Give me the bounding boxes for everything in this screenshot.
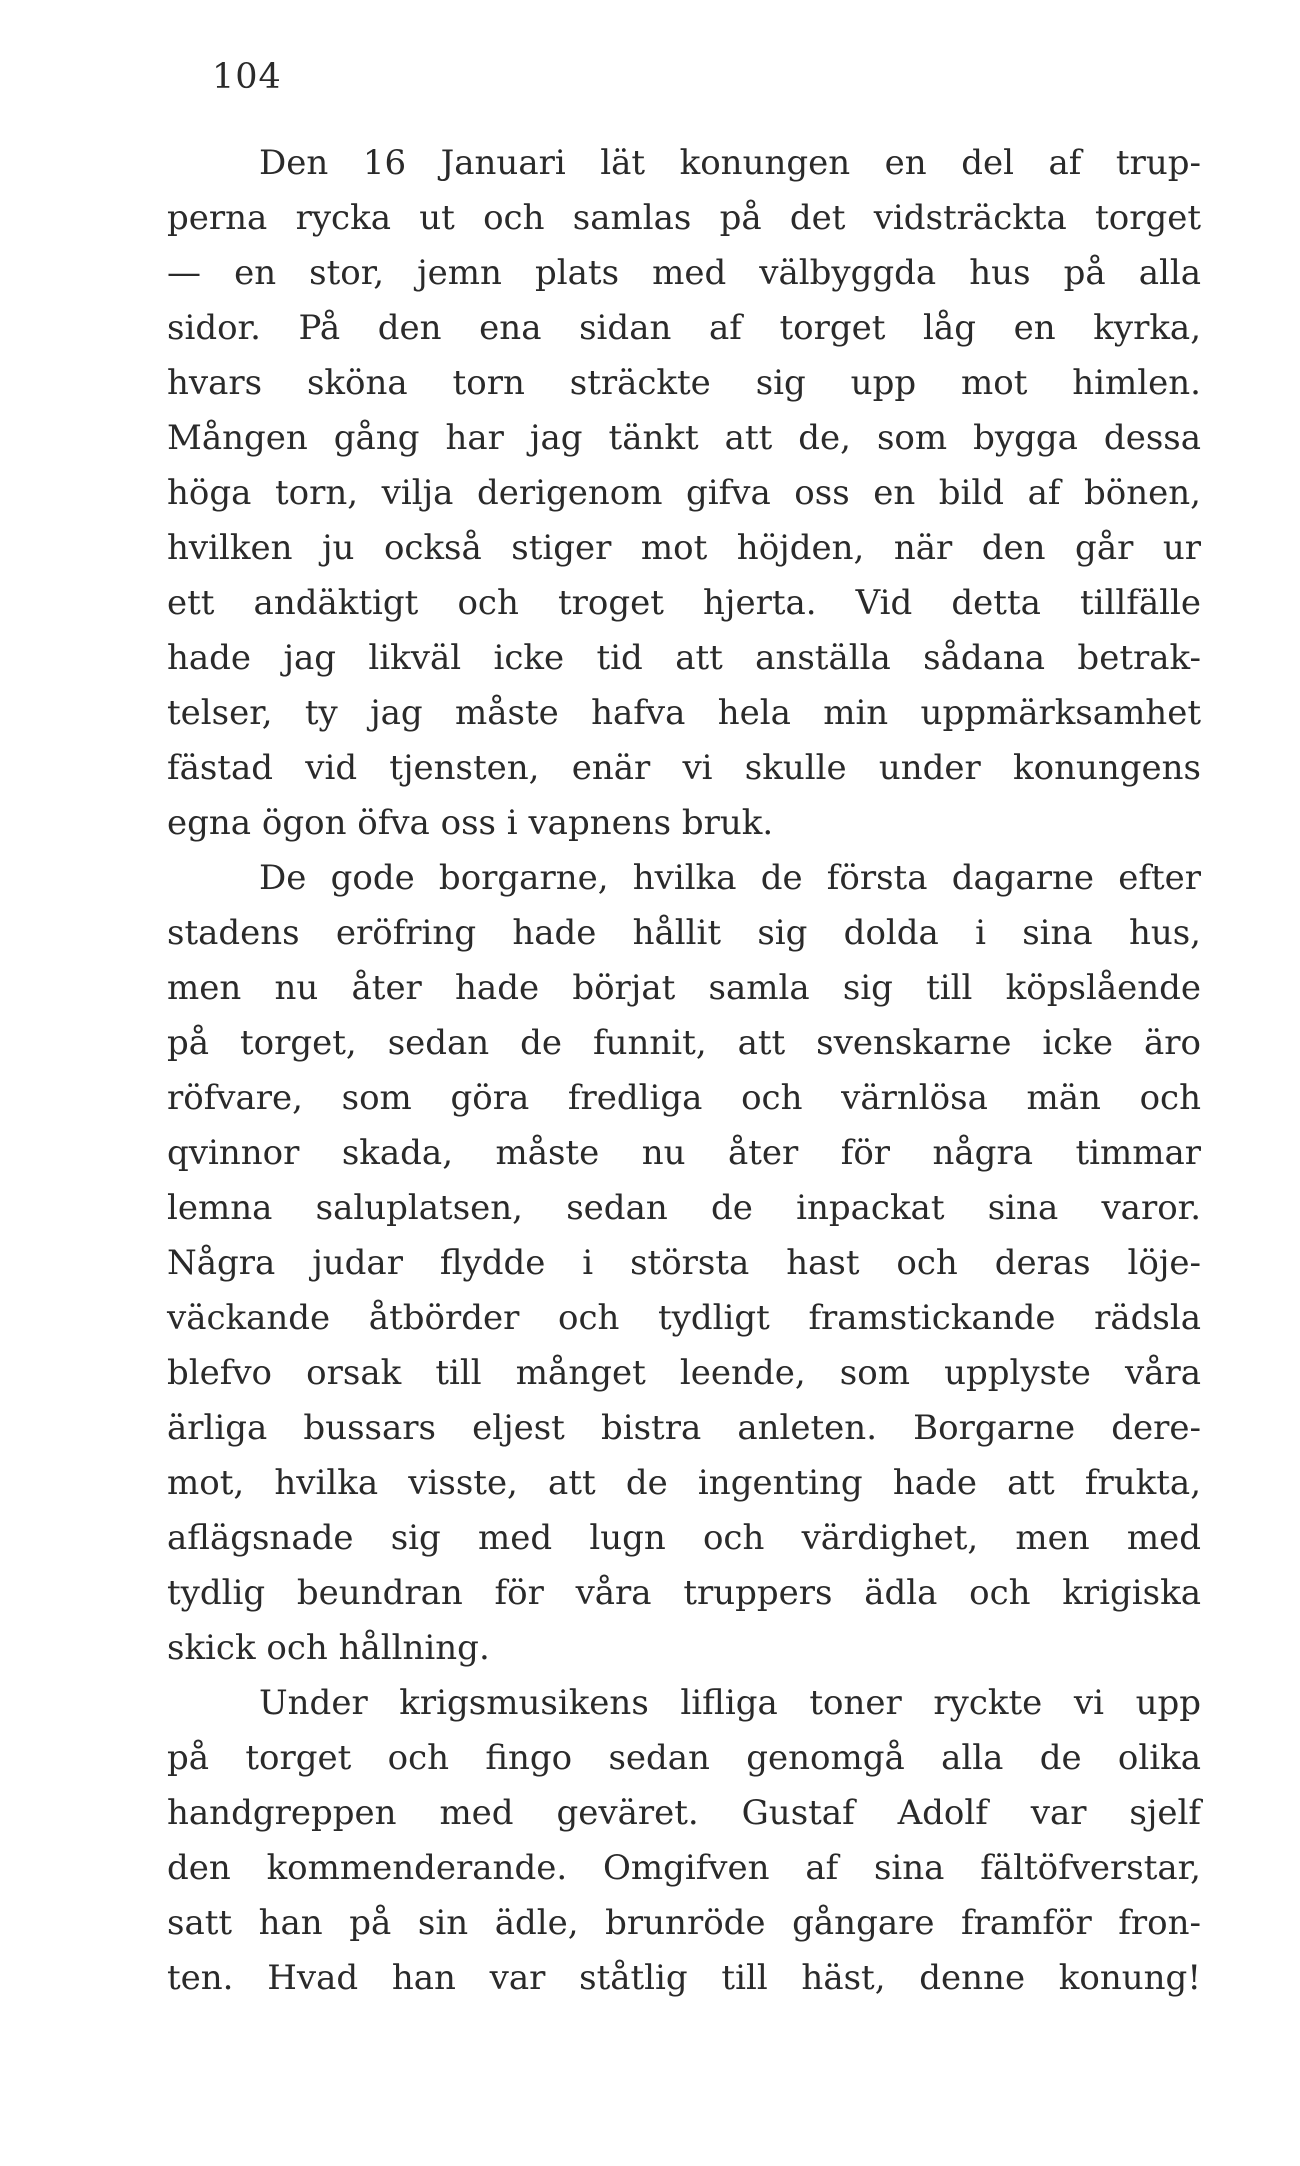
text-line: aflägsnade sig med lugn och värdighet, men med [167, 1518, 1201, 1558]
text-line: stadens eröfring hade hållit sig dolda i sina hus, [167, 913, 1201, 953]
text-line: — en stor, jemn plats med välbyggda hus på alla [167, 253, 1201, 293]
text-line: fästad vid tjensten, enär vi skulle under konungens [167, 748, 1201, 788]
text-line: qvinnor skada, måste nu åter för några timmar [167, 1133, 1201, 1173]
body-text [167, 136, 1201, 2006]
text-line: telser, ty jag måste hafva hela min uppmärksamhet [167, 693, 1201, 733]
text-line: Under krigsmusikens lifliga toner ryckte vi upp [259, 1683, 1201, 1723]
text-line: Mången gång har jag tänkt att de, som bygga dessa [167, 418, 1201, 458]
text-line: hade jag likväl icke tid att anställa sådana betrak- [167, 638, 1201, 678]
text-line: hvars sköna torn sträckte sig upp mot himlen. [167, 363, 1201, 403]
text-line: ärliga bussars eljest bistra anleten. Borgarne dere- [167, 1408, 1201, 1448]
text-line: ten. Hvad han var ståtlig till häst, denne konung! [167, 1958, 1201, 1998]
text-line: ett andäktigt och troget hjerta. Vid detta tillfälle [167, 583, 1201, 623]
page-number: 104 [212, 57, 282, 97]
text-line: väckande åtbörder och tydligt framstickande rädsla [167, 1298, 1201, 1338]
text-line: den kommenderande. Omgifven af sina fältöfverstar, [167, 1848, 1201, 1888]
text-line: höga torn, vilja derigenom gifva oss en bild af bönen, [167, 473, 1201, 513]
text-line: handgreppen med geväret. Gustaf Adolf var sjelf [167, 1793, 1201, 1833]
text-line: hvilken ju också stiger mot höjden, när den går ur [167, 528, 1201, 568]
text-line: skick och hållning. [167, 1628, 490, 1668]
paragraph-2 [167, 851, 1201, 1676]
text-line: men nu åter hade börjat samla sig till köpslående [167, 968, 1201, 1008]
text-line: på torget och fingo sedan genomgå alla de olika [167, 1738, 1201, 1778]
text-line: Några judar flydde i största hast och deras löje- [167, 1243, 1201, 1283]
paragraph-3 [167, 1676, 1201, 2006]
text-line: De gode borgarne, hvilka de första dagarne efter [259, 858, 1201, 898]
text-line: på torget, sedan de funnit, att svenskarne icke äro [167, 1023, 1201, 1063]
text-line: sidor. På den ena sidan af torget låg en kyrka, [167, 308, 1201, 348]
text-line: röfvare, som göra fredliga och värnlösa män och [167, 1078, 1201, 1118]
text-line: satt han på sin ädle, brunröde gångare framför fron- [167, 1903, 1201, 1943]
text-line: egna ögon öfva oss i vapnens bruk. [167, 803, 774, 843]
text-line: blefvo orsak till månget leende, som upplyste våra [167, 1353, 1201, 1393]
text-line: lemna saluplatsen, sedan de inpackat sina varor. [167, 1188, 1201, 1228]
text-line: tydlig beundran för våra truppers ädla och krigiska [167, 1573, 1201, 1613]
text-line: mot, hvilka visste, att de ingenting hade att frukta, [167, 1463, 1201, 1503]
text-line: Den 16 Januari lät konungen en del af trup- [259, 143, 1201, 183]
paragraph-1 [167, 136, 1201, 851]
text-line: perna rycka ut och samlas på det vidsträckta torget [167, 198, 1201, 238]
